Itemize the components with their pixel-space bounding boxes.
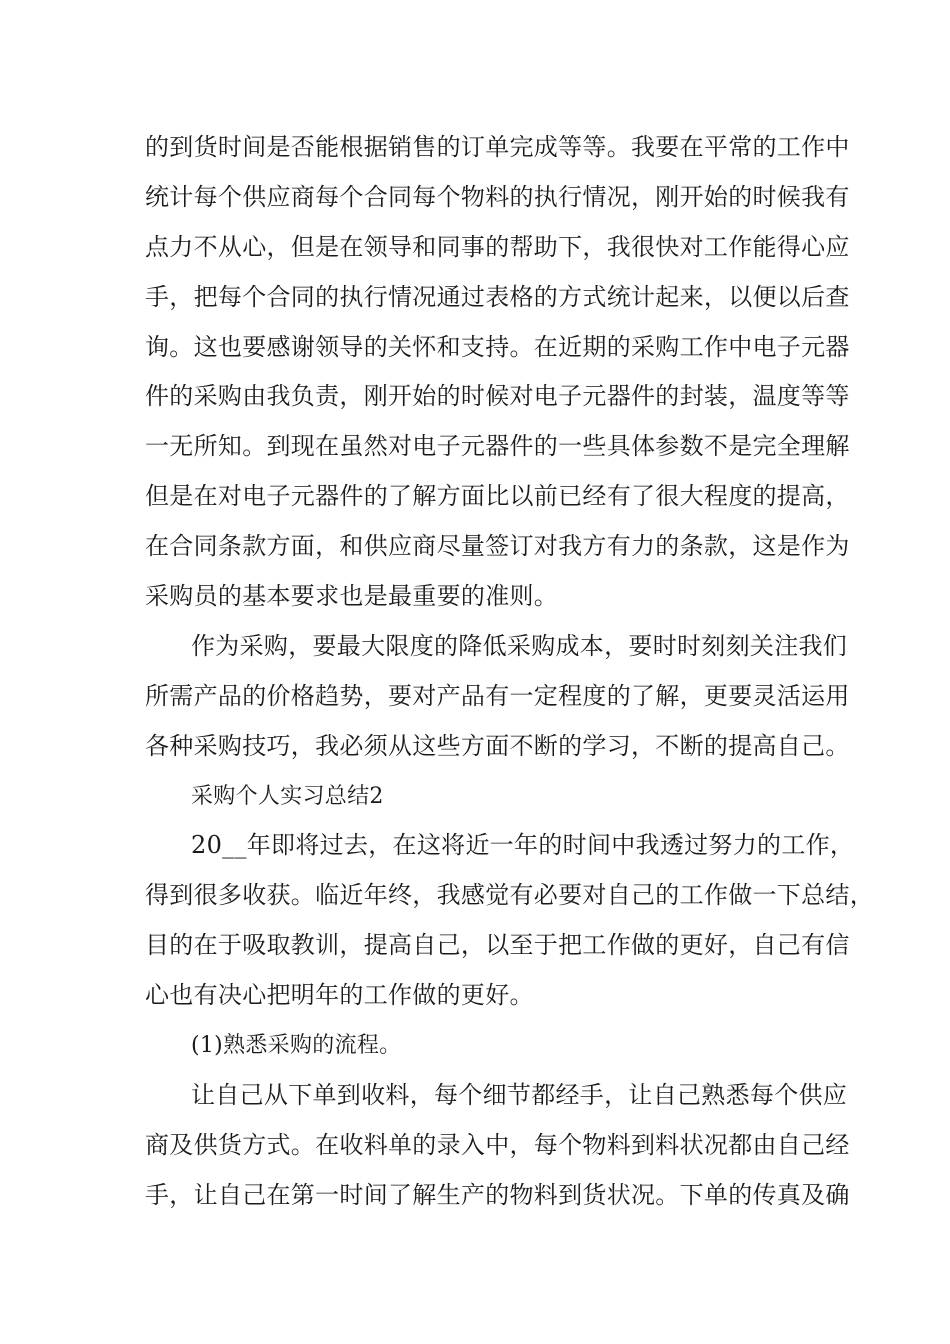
text-line: 作为采购，要最大限度的降低采购成本，要时时刻刻关注我们 (191, 631, 848, 660)
text-line: 让自己从下单到收料，每个细节都经手，让自己熟悉每个供应 (191, 1080, 848, 1109)
text-line: 手，把每个合同的执行情况通过表格的方式统计起来，以便以后查 (145, 282, 850, 311)
text-line: 得到很多收获。临近年终，我感觉有必要对自己的工作做一下总结， (145, 881, 874, 910)
section-heading: 采购个人实习总结2 (191, 783, 384, 809)
text-line: 一无所知。到现在虽然对电子元器件的一些具体参数不是完全理解 (145, 432, 850, 461)
text-line: 各种采购技巧，我必须从这些方面不断的学习，不断的提高自己。 (145, 731, 850, 760)
text-line: 点力不从心，但是在领导和同事的帮助下，我很快对工作能得心应 (145, 232, 850, 261)
text-line: 的到货时间是否能根据销售的订单完成等等。我要在平常的工作中 (145, 133, 850, 161)
text-line: 但是在对电子元器件的了解方面比以前已经有了很大程度的提高， (145, 482, 850, 511)
text-line: 所需产品的价格趋势，要对产品有一定程度的了解，更要灵活运用 (145, 681, 850, 710)
text-line: 询。这也要感谢领导的关怀和支持。在近期的采购工作中电子元器 (145, 332, 850, 361)
text-line: 商及供货方式。在收料单的录入中，每个物料到料状况都由自己经 (145, 1130, 850, 1159)
document-body (145, 123, 874, 1221)
text-line: 20__年即将过去，在这将近一年的时间中我透过努力的工作， (191, 831, 855, 860)
text-line: 采购员的基本要求也是最重要的准则。 (145, 582, 559, 611)
section-heading: (1)熟悉采购的流程。 (191, 1033, 402, 1059)
text-line: 在合同条款方面，和供应商尽量签订对我方有力的条款，这是作为 (145, 532, 850, 561)
text-line: 件的采购由我负责，刚开始的时候对电子元器件的封装，温度等等 (145, 382, 850, 411)
text-line: 统计每个供应商每个合同每个物料的执行情况，刚开始的时候我有 (145, 182, 850, 211)
text-line: 目的在于吸取教训，提高自己，以至于把工作做的更好，自己有信 (145, 931, 850, 960)
text-line: 心也有决心把明年的工作做的更好。 (145, 981, 534, 1010)
text-line: 手，让自己在第一时间了解生产的物料到货状况。下单的传真及确 (145, 1180, 850, 1209)
